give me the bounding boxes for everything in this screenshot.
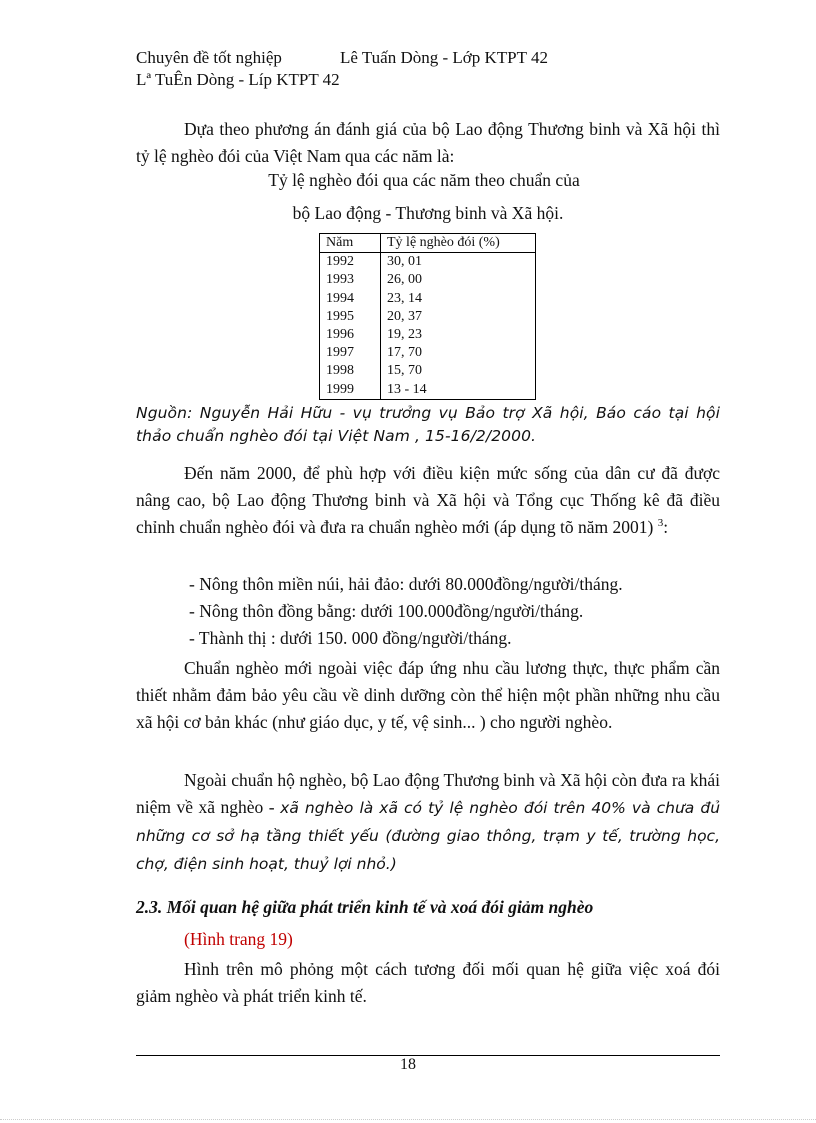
rate-cell: 15, 70 xyxy=(381,362,536,380)
bullet-delta: - Nông thôn đồng bằng: dưới 100.000đồng/người/tháng. xyxy=(189,601,584,621)
table-row xyxy=(320,290,536,308)
year-cell: 1999 xyxy=(320,381,381,400)
page-bottom-edge xyxy=(0,1119,816,1120)
header-title: Chuyên đề tốt nghiệp xyxy=(136,48,282,67)
table-header-year: Năm xyxy=(320,234,381,253)
rate-cell: 23, 14 xyxy=(381,290,536,308)
rate-cell: 19, 23 xyxy=(381,326,536,344)
poor-commune-definition: xã nghèo là xã có tỷ lệ nghèo đói trên 40% và chưa đủ những cơ sở hạ tầng thiết yếu (đường giao thông, trạm y tế, trường học, chợ, điện sinh hoạt, thuỷ lợi nhỏ.) xyxy=(136,799,721,873)
paragraph-text: Ngoài chuẩn hộ nghèo, bộ Lao động Thương binh và Xã hội còn đưa ra khái niệm về xã nghèo - xyxy=(136,770,720,817)
poverty-rate-table xyxy=(319,233,536,400)
year-cell: 1997 xyxy=(320,344,381,362)
bullet-mountain: - Nông thôn miền núi, hải đảo: dưới 80.000đồng/người/tháng. xyxy=(189,574,623,594)
figure-description-paragraph: Hình trên mô phỏng một cách tương đối mối quan hệ giữa việc xoá đói giảm nghèo và phát triển kinh tế. xyxy=(136,959,720,1006)
rate-cell: 20, 37 xyxy=(381,308,536,326)
poor-commune-paragraph xyxy=(136,767,720,878)
table-row xyxy=(320,308,536,326)
year-cell: 1994 xyxy=(320,290,381,308)
header-author-garbled: Lª TuÊn Dòng - Líp KTPT 42 xyxy=(136,70,340,89)
page-number: 18 xyxy=(400,1056,416,1073)
table-caption-line1: Tỷ lệ nghèo đói qua các năm theo chuẩn của xyxy=(268,170,580,190)
table-row xyxy=(320,271,536,289)
table-header-rate: Tỷ lệ nghèo đói (%) xyxy=(381,234,536,253)
new-standard-needs-paragraph: Chuẩn nghèo mới ngoài việc đáp ứng nhu cầu lương thực, thực phẩm cần thiết nhằm đảm bảo yêu cầu về dinh dưỡng còn thể hiện một phần những nhu cầu xã hội cơ bản khác (như giáo dục, y tế, vệ sinh... ) cho người nghèo. xyxy=(136,658,720,732)
rate-cell: 30, 01 xyxy=(381,253,536,272)
paragraph-colon: : xyxy=(663,517,669,537)
rate-cell: 26, 00 xyxy=(381,271,536,289)
table-row xyxy=(320,344,536,362)
table-caption-line2: bộ Lao động - Thương binh và Xã hội. xyxy=(292,203,564,223)
bullet-urban: - Thành thị : dưới 150. 000 đồng/người/tháng. xyxy=(189,628,512,648)
figure-reference: (Hình trang 19) xyxy=(184,929,293,949)
table-row xyxy=(320,326,536,344)
table-row xyxy=(320,362,536,380)
table-source-note: Nguồn: Nguyễn Hải Hữu - vụ trưởng vụ Bảo trợ Xã hội, Báo cáo tại hội thảo chuẩn nghèo đói tại Việt Nam , 15-16/2/2000. xyxy=(136,404,720,445)
year-cell: 1996 xyxy=(320,326,381,344)
rate-cell: 13 - 14 xyxy=(381,381,536,400)
table-row xyxy=(320,381,536,400)
header-author: Lê Tuấn Dòng - Lớp KTPT 42 xyxy=(340,48,548,67)
year-cell: 1998 xyxy=(320,362,381,380)
year-cell: 1993 xyxy=(320,271,381,289)
intro-paragraph: Dựa theo phương án đánh giá của bộ Lao động Thương binh và Xã hội thì tỷ lệ nghèo đói của Việt Nam qua các năm là: xyxy=(136,119,720,166)
section-heading: 2.3. Mối quan hệ giữa phát triển kinh tế và xoá đói giảm nghèo xyxy=(136,897,594,917)
year-cell: 1995 xyxy=(320,308,381,326)
new-poverty-standard-paragraph xyxy=(136,460,720,541)
table-row xyxy=(320,253,536,272)
year-cell: 1992 xyxy=(320,253,381,272)
footnote-ref: 3 xyxy=(657,517,664,530)
rate-cell: 17, 70 xyxy=(381,344,536,362)
paragraph-text: Đến năm 2000, để phù hợp với điều kiện mức sống của dân cư đã được nâng cao, bộ Lao động Thương binh và Xã hội và Tổng cục Thống kê đã điều chỉnh chuẩn nghèo đói và đưa ra chuẩn nghèo mới (áp dụng tõ năm 2001) xyxy=(136,463,720,537)
table-header-row xyxy=(320,234,536,253)
